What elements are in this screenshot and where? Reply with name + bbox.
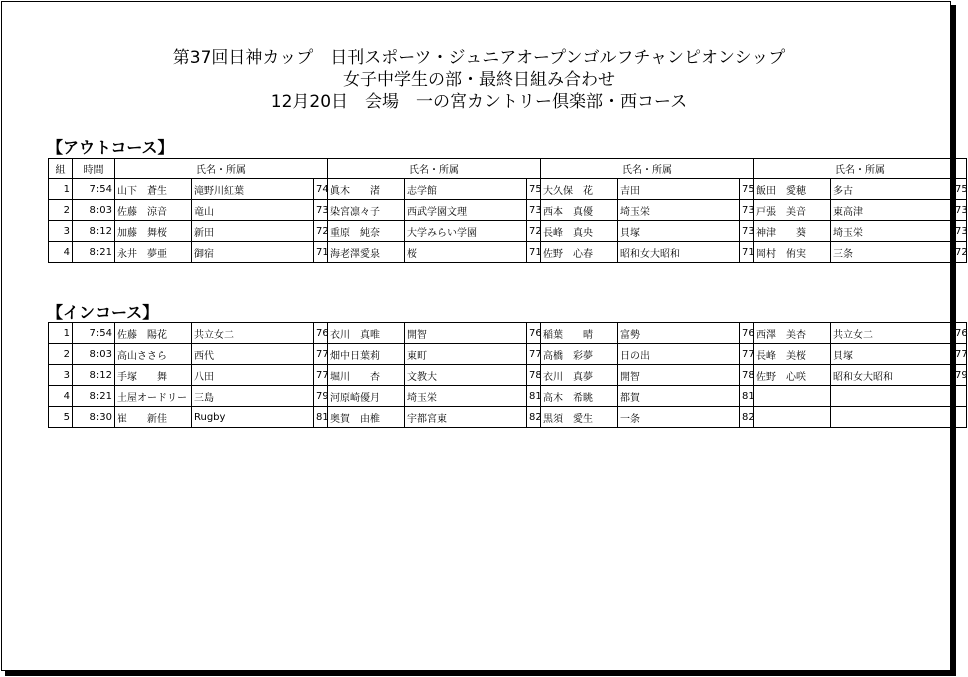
- tee-time: 8:21: [73, 242, 115, 263]
- tee-time: 7:54: [73, 179, 115, 200]
- group-number: 5: [49, 407, 73, 428]
- group-number: 4: [49, 386, 73, 407]
- player-score: 73: [740, 221, 754, 242]
- player-name: 高橋 彩夢: [541, 344, 618, 365]
- title-block: [0, 47, 958, 113]
- player-score: 71: [527, 242, 541, 263]
- tee-time: 8:30: [73, 407, 115, 428]
- player-name: 畑中日葉莉: [328, 344, 405, 365]
- player-club: [831, 386, 953, 407]
- player-name: 染宮凛々子: [328, 200, 405, 221]
- player-club: 八田: [192, 365, 314, 386]
- out-course-table: [48, 158, 967, 263]
- header-player: 氏名・所属: [754, 159, 967, 179]
- player-club: 西武学園文理: [405, 200, 527, 221]
- player-score: 77: [527, 344, 541, 365]
- player-score: 77: [314, 344, 328, 365]
- group-number: 2: [49, 344, 73, 365]
- player-name: 佐野 心春: [541, 242, 618, 263]
- player-score: 79: [314, 386, 328, 407]
- player-club: 大学みらい学園: [405, 221, 527, 242]
- player-club: 志学館: [405, 179, 527, 200]
- tee-time: 8:12: [73, 365, 115, 386]
- group-number: 4: [49, 242, 73, 263]
- tee-time: 7:54: [73, 323, 115, 344]
- header-row: [49, 159, 967, 179]
- player-club: 日の出: [618, 344, 740, 365]
- group-number: 3: [49, 221, 73, 242]
- player-club: 開智: [618, 365, 740, 386]
- player-name: [754, 407, 831, 428]
- player-name: 奥賀 由椎: [328, 407, 405, 428]
- in-course-label: 【インコース】: [47, 303, 159, 322]
- title-line-2: 女子中学生の部・最終日組み合わせ: [343, 70, 615, 90]
- player-score: 73: [953, 221, 967, 242]
- tee-time: 8:03: [73, 200, 115, 221]
- player-name: 佐藤 涼音: [115, 200, 192, 221]
- player-score: [953, 407, 967, 428]
- table-row: [49, 200, 967, 221]
- header-player: 氏名・所属: [541, 159, 754, 179]
- player-club: 埼玉栄: [618, 200, 740, 221]
- table-row: [49, 221, 967, 242]
- tee-time: 8:12: [73, 221, 115, 242]
- player-club: 都賀: [618, 386, 740, 407]
- player-club: 東高津: [831, 200, 953, 221]
- player-club: 共立女二: [831, 323, 953, 344]
- player-score: 73: [953, 200, 967, 221]
- player-name: 長峰 美桜: [754, 344, 831, 365]
- player-club: 吉田: [618, 179, 740, 200]
- player-name: 佐野 心咲: [754, 365, 831, 386]
- player-club: 文教大: [405, 365, 527, 386]
- group-number: 1: [49, 323, 73, 344]
- player-name: 西本 真優: [541, 200, 618, 221]
- player-club: 桜: [405, 242, 527, 263]
- player-club: Rugby: [192, 407, 314, 428]
- player-club: 貝塚: [831, 344, 953, 365]
- player-name: [754, 386, 831, 407]
- player-club: 西代: [192, 344, 314, 365]
- player-score: 72: [527, 221, 541, 242]
- player-name: 黒須 愛生: [541, 407, 618, 428]
- player-score: 76: [314, 323, 328, 344]
- player-club: 共立女二: [192, 323, 314, 344]
- player-name: 重原 純奈: [328, 221, 405, 242]
- player-score: 75: [953, 179, 967, 200]
- table-row: [49, 407, 967, 428]
- player-club: 埼玉栄: [831, 221, 953, 242]
- player-name: 土屋オードリー: [115, 386, 192, 407]
- player-name: 衣川 真夢: [541, 365, 618, 386]
- player-name: 戸張 美音: [754, 200, 831, 221]
- player-score: 76: [527, 323, 541, 344]
- player-name: 衣川 真唯: [328, 323, 405, 344]
- player-club: 新田: [192, 221, 314, 242]
- player-score: 71: [740, 242, 754, 263]
- player-club: 三条: [831, 242, 953, 263]
- player-score: 72: [953, 242, 967, 263]
- player-score: 74: [314, 179, 328, 200]
- player-score: 75: [740, 179, 754, 200]
- player-club: 開智: [405, 323, 527, 344]
- player-name: 河原崎優月: [328, 386, 405, 407]
- player-score: 75: [527, 179, 541, 200]
- player-score: 72: [314, 221, 328, 242]
- player-score: 71: [314, 242, 328, 263]
- in-course-table: [48, 322, 967, 428]
- group-number: 1: [49, 179, 73, 200]
- player-score: 77: [740, 344, 754, 365]
- player-club: 竜山: [192, 200, 314, 221]
- player-score: 73: [740, 200, 754, 221]
- frame-shadow-bottom: [5, 671, 956, 676]
- player-score: 77: [953, 344, 967, 365]
- player-name: 長峰 真央: [541, 221, 618, 242]
- player-score: 76: [953, 323, 967, 344]
- table-row: [49, 179, 967, 200]
- title-line-1: 第37回日神カップ 日刊スポーツ・ジュニアオープンゴルフチャンピオンシップ: [172, 48, 786, 68]
- player-name: 海老澤愛泉: [328, 242, 405, 263]
- header-player: 氏名・所属: [115, 159, 328, 179]
- player-score: 73: [527, 200, 541, 221]
- player-name: 神津 葵: [754, 221, 831, 242]
- player-score: 73: [314, 200, 328, 221]
- player-name: 高木 希眺: [541, 386, 618, 407]
- player-score: 81: [527, 386, 541, 407]
- player-club: 埼玉栄: [405, 386, 527, 407]
- player-name: 岡村 侑実: [754, 242, 831, 263]
- player-score: 82: [527, 407, 541, 428]
- player-name: 手塚 舞: [115, 365, 192, 386]
- header-time: 時間: [73, 159, 115, 179]
- player-name: 西澤 美杏: [754, 323, 831, 344]
- player-name: 堀川 杏: [328, 365, 405, 386]
- player-club: [831, 407, 953, 428]
- player-name: 稲葉 晴: [541, 323, 618, 344]
- tee-time: 8:03: [73, 344, 115, 365]
- player-club: 三島: [192, 386, 314, 407]
- group-number: 3: [49, 365, 73, 386]
- player-name: 崔 新佳: [115, 407, 192, 428]
- player-club: 富勢: [618, 323, 740, 344]
- player-name: 山下 蒼生: [115, 179, 192, 200]
- player-score: 76: [740, 323, 754, 344]
- player-score: 81: [740, 386, 754, 407]
- player-name: 眞木 渚: [328, 179, 405, 200]
- player-score: 81: [314, 407, 328, 428]
- tee-time: 8:21: [73, 386, 115, 407]
- table-row: [49, 323, 967, 344]
- player-club: 東町: [405, 344, 527, 365]
- table-row: [49, 242, 967, 263]
- player-score: 79: [953, 365, 967, 386]
- player-name: 佐藤 陽花: [115, 323, 192, 344]
- group-number: 2: [49, 200, 73, 221]
- player-score: 78: [740, 365, 754, 386]
- player-club: 御宿: [192, 242, 314, 263]
- player-name: 高山ささら: [115, 344, 192, 365]
- player-score: [953, 386, 967, 407]
- player-club: 貝塚: [618, 221, 740, 242]
- player-name: 大久保 花: [541, 179, 618, 200]
- player-club: 一条: [618, 407, 740, 428]
- player-score: 77: [314, 365, 328, 386]
- out-course-label: 【アウトコース】: [47, 138, 174, 157]
- player-score: 78: [527, 365, 541, 386]
- player-name: 飯田 愛穂: [754, 179, 831, 200]
- title-line-3: 12月20日 会場 一の宮カントリー倶楽部・西コース: [270, 92, 688, 112]
- table-row: [49, 365, 967, 386]
- player-club: 多古: [831, 179, 953, 200]
- player-club: 昭和女大昭和: [831, 365, 953, 386]
- header-player: 氏名・所属: [328, 159, 541, 179]
- table-row: [49, 386, 967, 407]
- player-score: 82: [740, 407, 754, 428]
- player-club: 昭和女大昭和: [618, 242, 740, 263]
- player-name: 永井 夢亜: [115, 242, 192, 263]
- player-club: 宇都宮東: [405, 407, 527, 428]
- table-row: [49, 344, 967, 365]
- player-name: 加藤 舞桜: [115, 221, 192, 242]
- header-group: 組: [49, 159, 73, 179]
- player-club: 滝野川紅葉: [192, 179, 314, 200]
